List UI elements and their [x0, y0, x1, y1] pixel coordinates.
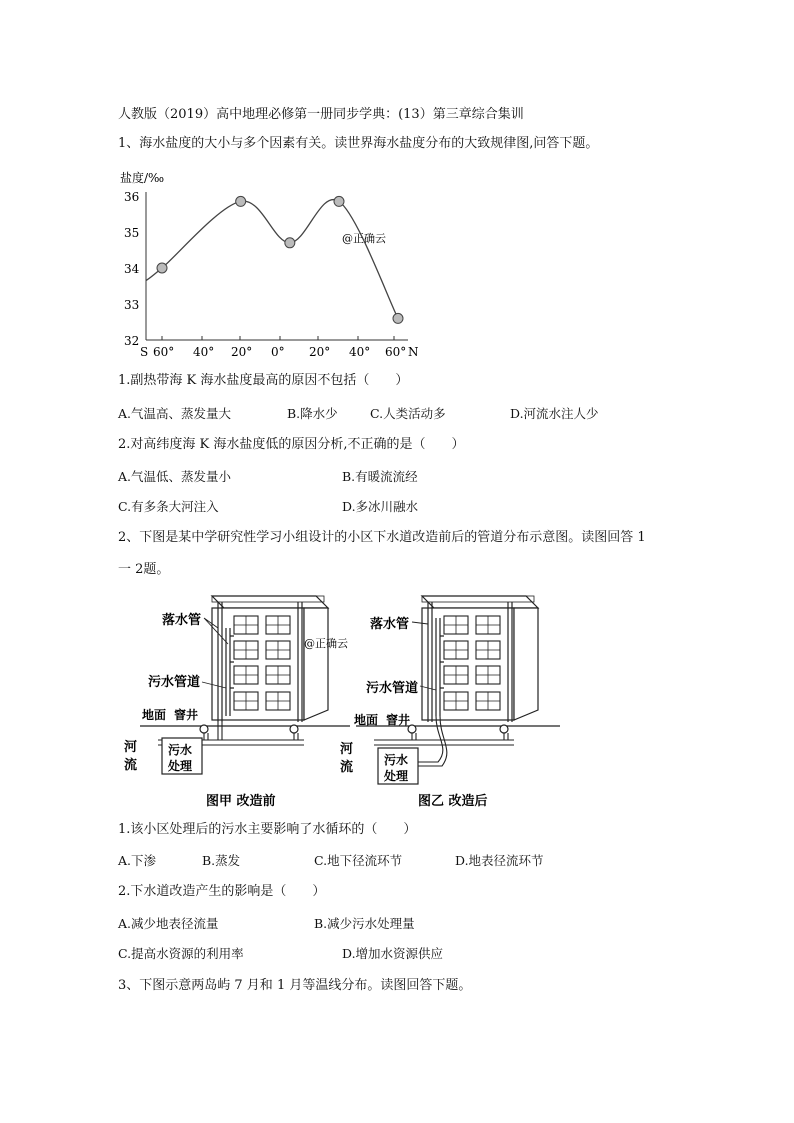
fig-a-label-treatment-1: 污水 — [168, 743, 193, 757]
data-point — [393, 313, 403, 323]
q2-sub1-stem: 1.该小区处理后的污水主要影响了水循环的（ ） — [118, 822, 417, 837]
fig-b-label-drainpipe: 落水管 — [370, 617, 410, 632]
fig-a-label-sewer: 污水管道 — [148, 675, 201, 690]
x-tick-label: 20° — [231, 345, 253, 359]
q2-sub2-option-b[interactable]: B.减少污水处理量 — [314, 916, 415, 931]
q2-sub2-option-c[interactable]: C.提高水资源的利用率 — [118, 946, 244, 961]
data-point — [285, 238, 295, 248]
fig-a-label-well: 窨井 — [174, 708, 199, 722]
fig-b-label-treatment-1: 污水 — [384, 753, 409, 767]
fig-b-label-river-1: 河 — [340, 742, 354, 757]
fig-b-label-ground: 地面 — [354, 713, 379, 727]
question-1-intro: 1、海水盐度的大小与多个因素有关。读世界海水盐度分布的大致规律图,问答下题。 — [118, 136, 599, 151]
q2-sub2-option-d[interactable]: D.增加水资源供应 — [342, 946, 444, 961]
chart-ylabel: 盐度/‰ — [120, 171, 165, 185]
data-point — [157, 263, 167, 273]
salinity-curve — [146, 199, 398, 318]
q1-sub2-stem: 2.对高纬度海 K 海水盐度低的原因分析,不正确的是（ ） — [118, 437, 465, 452]
q1-sub2-option-d[interactable]: D.多冰川融水 — [342, 499, 419, 514]
fig-a-label-ground: 地面 — [142, 708, 167, 722]
y-tick-label: 33 — [124, 298, 140, 312]
chart-watermark: @正确云 — [342, 232, 386, 245]
q1-sub1-option-d[interactable]: D.河流水注人少 — [510, 406, 599, 421]
data-point — [334, 196, 344, 206]
question-2-intro-line1: 2、下图是某中学研究性学习小组设计的小区下水道改造前后的管道分布示意图。读图回答 1 — [118, 530, 646, 545]
fig-a-watermark: @正确云 — [304, 637, 348, 650]
x-tick-label: 20° — [309, 345, 331, 359]
x-tick-label: 60° — [153, 345, 175, 359]
y-tick-label: 34 — [124, 262, 140, 276]
q1-sub1-option-a[interactable]: A.气温高、蒸发量大 — [118, 406, 232, 421]
data-point — [236, 196, 246, 206]
fig-b-label-well: 窨井 — [386, 713, 411, 727]
fig-b-label-treatment-2: 处理 — [384, 769, 409, 783]
fig-b-label-sewer: 污水管道 — [366, 681, 419, 696]
fig-a-label-drainpipe: 落水管 — [162, 613, 202, 628]
x-tick-label: 40° — [349, 345, 371, 359]
q1-sub2-option-a[interactable]: A.气温低、蒸发量小 — [118, 469, 232, 484]
fig-a-caption: 图甲 改造前 — [206, 794, 276, 809]
q1-sub2-option-c[interactable]: C.有多条大河注入 — [118, 499, 219, 514]
figure-before-renovation — [118, 588, 350, 813]
q2-sub1-option-d[interactable]: D.地表径流环节 — [455, 853, 544, 868]
x-tick-label: N — [408, 345, 419, 359]
q2-sub1-option-b[interactable]: B.蒸发 — [202, 853, 241, 868]
fig-a-label-treatment-2: 处理 — [168, 759, 193, 773]
y-tick-label: 35 — [124, 226, 140, 240]
x-tick-label: S — [140, 345, 149, 359]
fig-b-caption: 图乙 改造后 — [418, 794, 488, 809]
fig-a-label-river-1: 河 — [124, 740, 138, 755]
question-3-intro: 3、下图示意两岛屿 7 月和 1 月等温线分布。读图回答下题。 — [118, 978, 472, 993]
x-tick-label: 60° — [385, 345, 407, 359]
q1-sub1-option-c[interactable]: C.人类活动多 — [370, 406, 446, 421]
question-2-intro-line2: 一 2题。 — [118, 562, 170, 577]
fig-b-label-river-2: 流 — [340, 760, 354, 775]
q1-sub2-option-b[interactable]: B.有暖流流经 — [342, 469, 418, 484]
q2-sub1-option-c[interactable]: C.地下径流环节 — [314, 853, 403, 868]
y-tick-label: 36 — [124, 190, 140, 204]
salinity-chart — [112, 164, 422, 364]
q1-sub1-option-b[interactable]: B.降水少 — [287, 406, 338, 421]
fig-a-label-river-2: 流 — [124, 758, 138, 773]
figure-after-renovation — [338, 588, 560, 813]
q2-sub2-stem: 2.下水道改造产生的影响是（ ） — [118, 884, 326, 899]
page-title: 人教版（2019）高中地理必修第一册同步学典：(13）第三章综合集训 — [118, 107, 524, 122]
q2-sub1-option-a[interactable]: A.下渗 — [118, 853, 157, 868]
x-tick-label: 40° — [193, 345, 215, 359]
y-tick-label: 32 — [124, 334, 140, 348]
q1-sub1-stem: 1.副热带海 K 海水盐度最高的原因不包括（ ） — [118, 373, 409, 388]
q2-sub2-option-a[interactable]: A.减少地表径流量 — [118, 916, 219, 931]
x-tick-label: 0° — [271, 345, 285, 359]
